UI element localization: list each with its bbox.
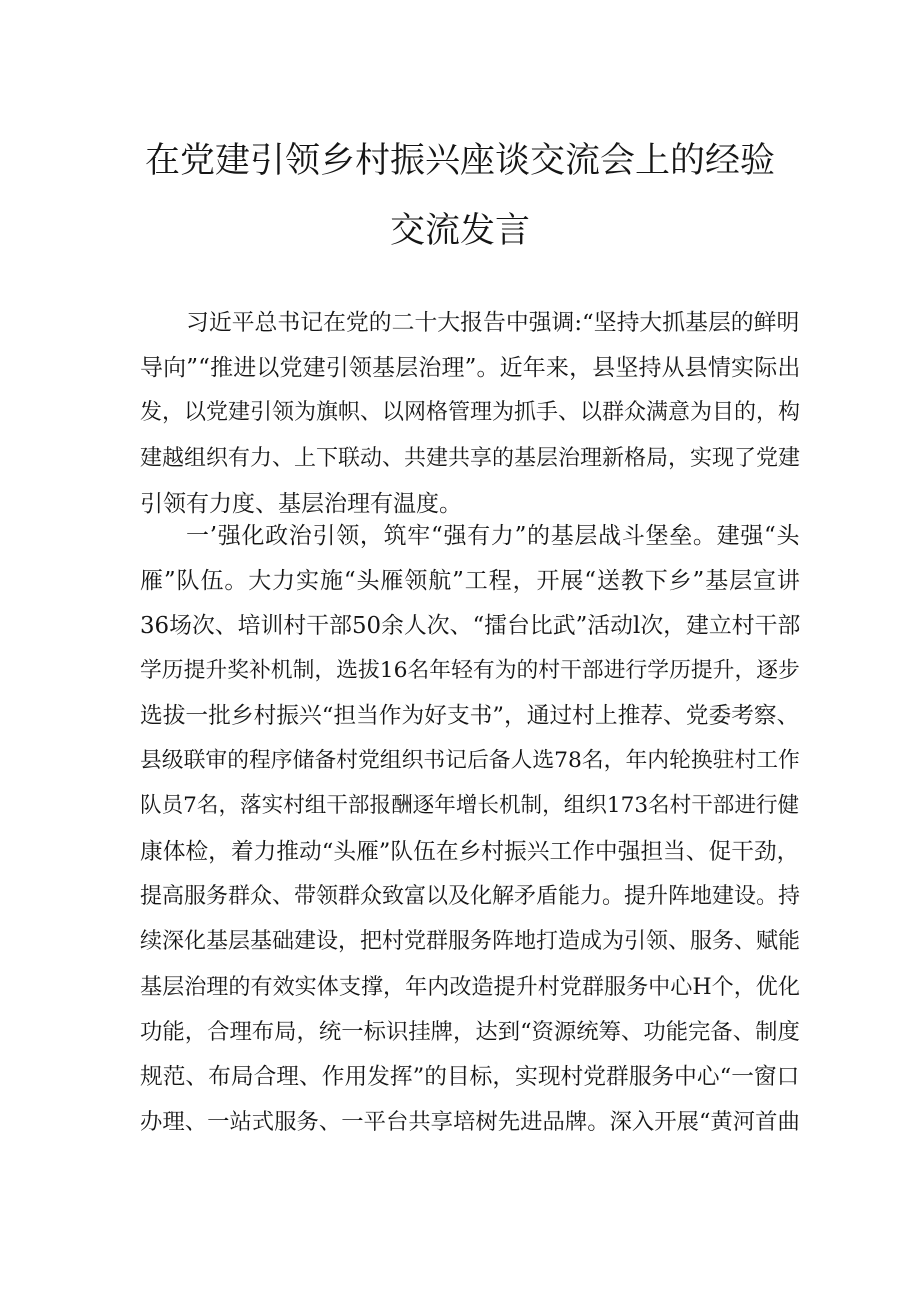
text-line: 选拔一批乡村振兴“担当作为好支书”，通过村上推荐、党委考察、 bbox=[140, 703, 800, 729]
text-line: 发，以党建引领为旗帜、以网格管理为抓手、以群众满意为目的，构 bbox=[140, 400, 801, 425]
document-title-line-2: 交流发言 bbox=[389, 211, 530, 251]
text-line: 基层治理的有效实体支撑，年内改造提升村党群服务中心H个，优化 bbox=[140, 974, 800, 1000]
text-line: 康体检，着力推动“头雁”队伍在乡村振兴工作中强担当、促干劲， bbox=[140, 839, 800, 865]
text-line: 引领有力度、基层治理有温度。 bbox=[140, 491, 462, 517]
text-line: 雁”队伍。大力实施“头雁领航”工程，开展“送教下乡”基层宣讲 bbox=[140, 568, 801, 594]
text-line: 提高服务群众、带领群众致富以及化解矛盾能力。提升阵地建设。持 bbox=[140, 884, 801, 909]
text-line: 学历提升奖补机制，选拔16名年轻有为的村干部进行学历提升，逐步 bbox=[140, 658, 800, 683]
text-line: 县级联审的程序储备村党组织书记后备人选78名，年内轮换驻村工作 bbox=[140, 748, 800, 773]
text-line: 队员7名，落实村组干部报酬逐年增长机制，组织173名村干部进行健 bbox=[140, 793, 800, 818]
text-line: 36场次、培训村干部50余人次、“擂台比武”活动l次，建立村干部 bbox=[140, 613, 801, 639]
document-title-line-1: 在党建引领乡村振兴座谈交流会上的经验 bbox=[144, 141, 775, 181]
text-line: 习近平总书记在党的二十大报告中强调:“坚持大抓基层的鲜明 bbox=[186, 310, 800, 336]
text-line: 建越组织有力、上下联动、共建共享的基层治理新格局，实现了党建 bbox=[140, 446, 801, 471]
text-line: 导向”“推进以党建引领基层治理”。近年来，县坚持从县情实际出 bbox=[140, 355, 801, 381]
text-line: 功能，合理布局，统一标识挂牌，达到“资源统筹、功能完备、制度 bbox=[140, 1019, 800, 1045]
text-line: 续深化基层基础建设，把村党群服务阵地打造成为引领、服务、赋能 bbox=[140, 929, 801, 954]
text-line: 办理、一站式服务、一平台共享培树先进品牌。深入开展“黄河首曲 bbox=[140, 1109, 800, 1135]
text-line: 一’强化政治引领，筑牢“强有力”的基层战斗堡垒。建强“头 bbox=[186, 523, 801, 549]
text-line: 规范、布局合理、作用发挥”的目标，实现村党群服务中心“一窗口 bbox=[140, 1064, 800, 1090]
